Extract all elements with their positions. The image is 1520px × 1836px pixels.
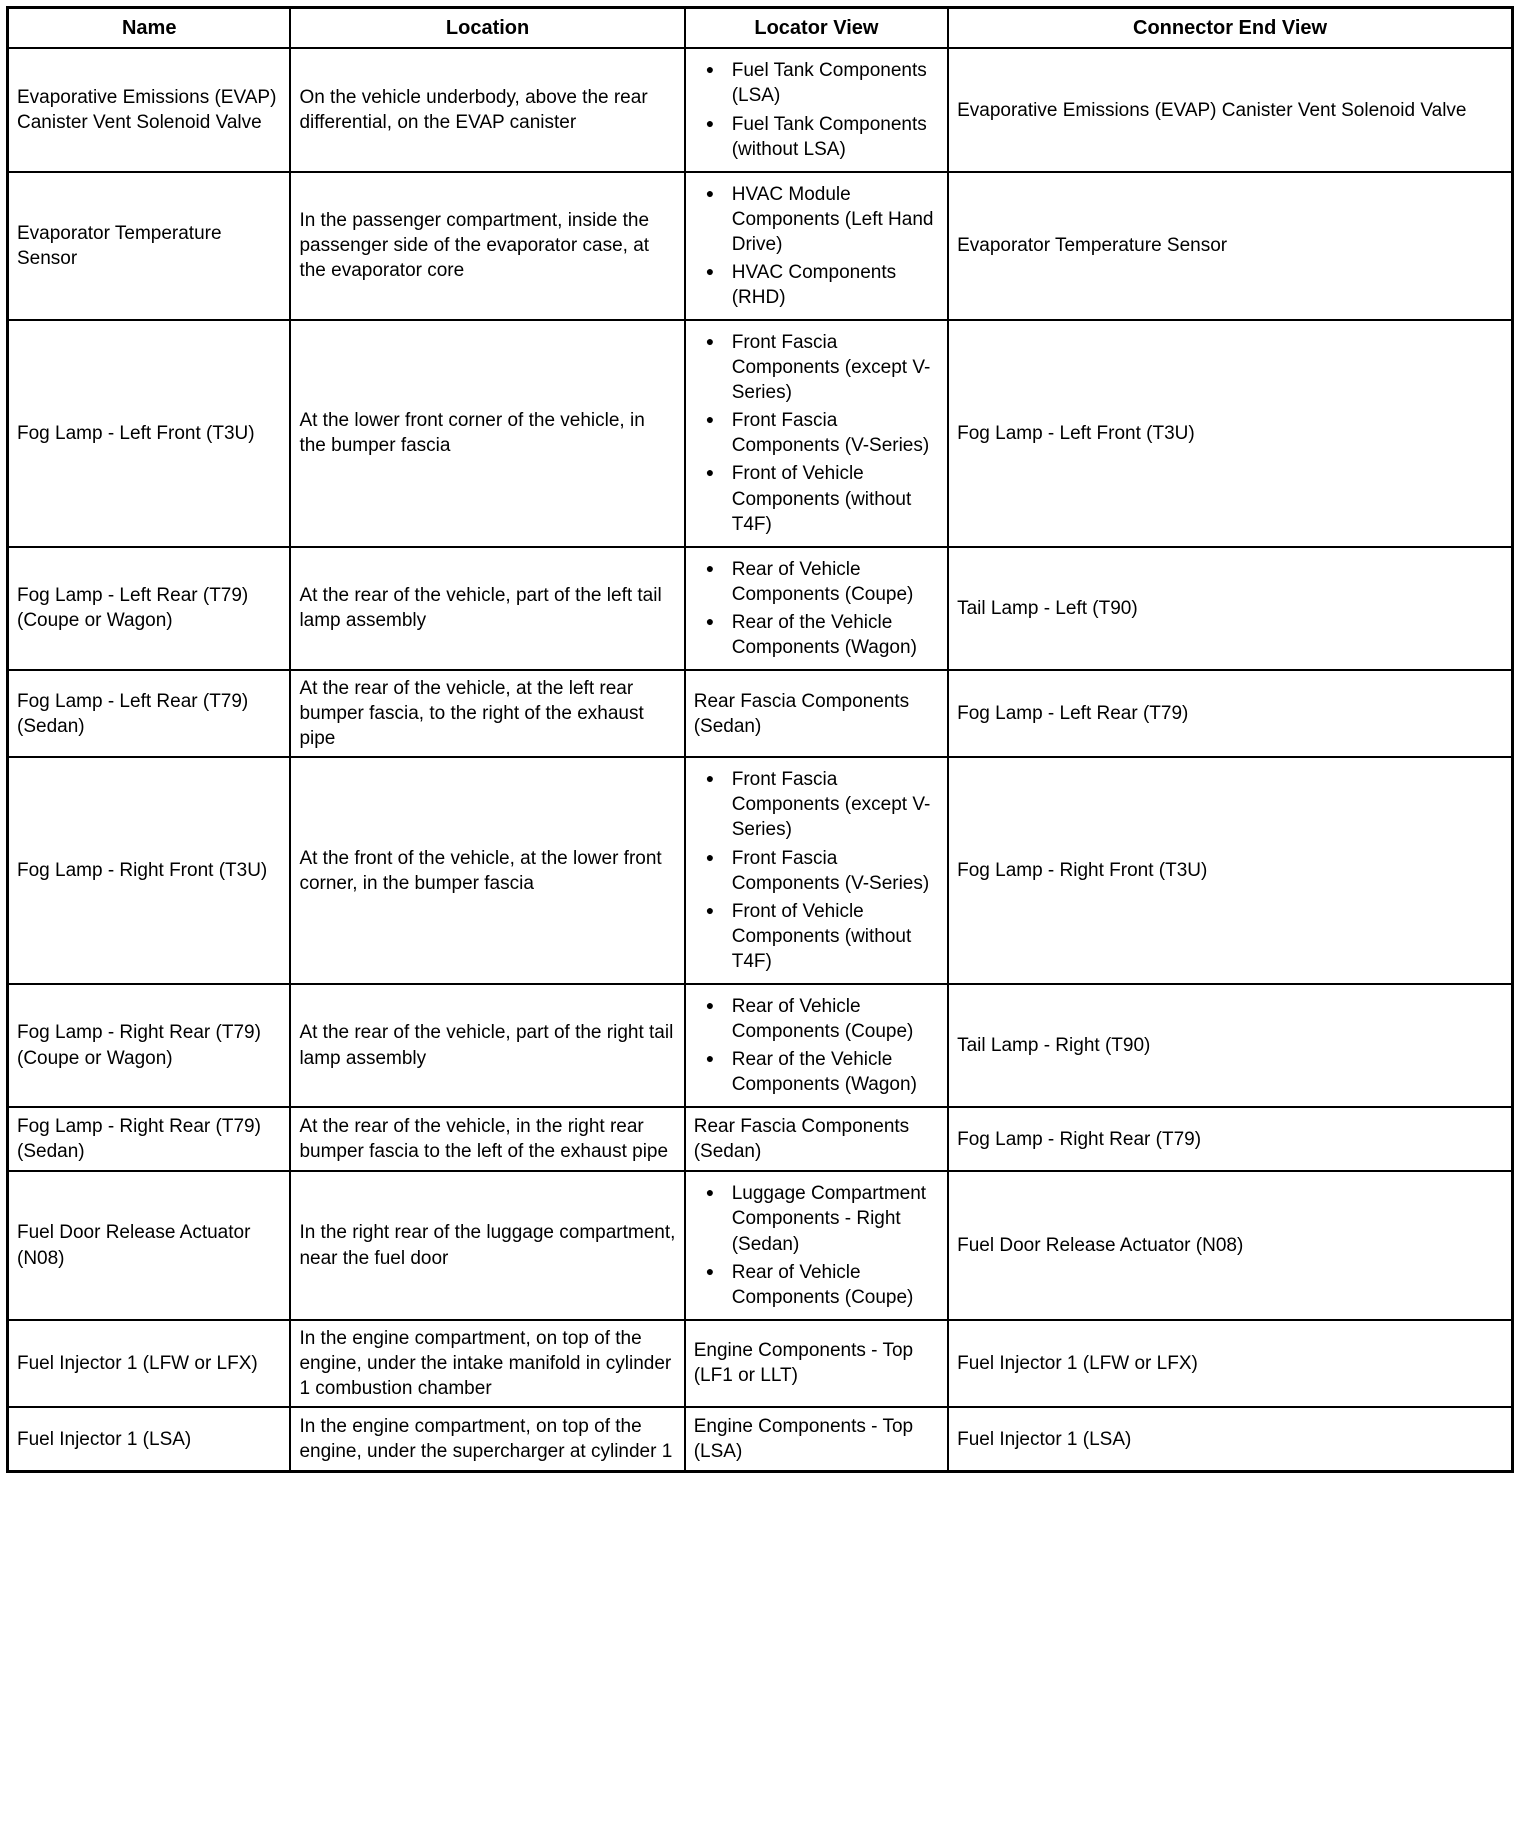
name-cell: Fog Lamp - Right Rear (T79) (Coupe or Wagon)	[8, 984, 291, 1107]
connector-end-view-cell: Fuel Door Release Actuator (N08)	[948, 1171, 1512, 1319]
locator-view-cell: Rear Fascia Components (Sedan)	[685, 1107, 948, 1171]
connector-end-view-cell: Fog Lamp - Left Front (T3U)	[948, 320, 1512, 547]
name-cell: Fog Lamp - Left Front (T3U)	[8, 320, 291, 547]
column-header-location: Location	[290, 8, 684, 49]
locator-view-item: ● Front Fascia Components (except V-Series)	[732, 330, 941, 405]
location-cell: At the lower front corner of the vehicle, in the bumper fascia	[290, 320, 684, 547]
location-cell: At the rear of the vehicle, in the right rear bumper fascia to the left of the exhaust pipe	[290, 1107, 684, 1171]
locator-view-item: ● Rear of Vehicle Components (Coupe)	[732, 1260, 941, 1310]
name-cell: Evaporative Emissions (EVAP) Canister Vent Solenoid Valve	[8, 48, 291, 171]
name-cell: Fog Lamp - Right Front (T3U)	[8, 757, 291, 984]
column-header-connector-end-view: Connector End View	[948, 8, 1512, 49]
locator-view-item: ● Fuel Tank Components (LSA)	[732, 58, 941, 108]
table-row	[8, 670, 1513, 757]
connector-end-view-cell: Fog Lamp - Left Rear (T79)	[948, 670, 1512, 757]
locator-view-cell: Rear Fascia Components (Sedan)	[685, 670, 948, 757]
locator-view-list	[694, 994, 941, 1097]
locator-view-cell	[685, 547, 948, 670]
table-row	[8, 172, 1513, 320]
connector-end-view-cell: Tail Lamp - Right (T90)	[948, 984, 1512, 1107]
connector-end-view-cell: Evaporator Temperature Sensor	[948, 172, 1512, 320]
table-header	[8, 8, 1513, 49]
locator-view-list	[694, 1181, 941, 1309]
locator-view-list	[694, 182, 941, 310]
locator-view-item: ● Rear of Vehicle Components (Coupe)	[732, 994, 941, 1044]
locator-view-cell	[685, 320, 948, 547]
location-cell: In the passenger compartment, inside the passenger side of the evaporator case, at the evaporator core	[290, 172, 684, 320]
locator-view-item: ● Front of Vehicle Components (without T4F)	[732, 899, 941, 974]
connector-end-view-cell: Fuel Injector 1 (LSA)	[948, 1407, 1512, 1472]
header-row	[8, 8, 1513, 49]
locator-view-item: ● Front Fascia Components (V-Series)	[732, 846, 941, 896]
locator-view-item: ● Front Fascia Components (except V-Series)	[732, 767, 941, 842]
connector-end-view-cell: Evaporative Emissions (EVAP) Canister Vent Solenoid Valve	[948, 48, 1512, 171]
table-row	[8, 1407, 1513, 1472]
locator-view-list	[694, 767, 941, 974]
connector-end-view-cell: Fuel Injector 1 (LFW or LFX)	[948, 1320, 1512, 1407]
connector-end-view-cell: Fog Lamp - Right Front (T3U)	[948, 757, 1512, 984]
table-row	[8, 1171, 1513, 1319]
locator-view-cell	[685, 1171, 948, 1319]
locator-view-item: ● Front of Vehicle Components (without T4F)	[732, 461, 941, 536]
table-row	[8, 320, 1513, 547]
connector-end-view-cell: Fog Lamp - Right Rear (T79)	[948, 1107, 1512, 1171]
locator-view-item: ● HVAC Components (RHD)	[732, 260, 941, 310]
location-cell: In the engine compartment, on top of the engine, under the intake manifold in cylinder 1 combustion chamber	[290, 1320, 684, 1407]
name-cell: Fog Lamp - Left Rear (T79) (Sedan)	[8, 670, 291, 757]
name-cell: Fuel Door Release Actuator (N08)	[8, 1171, 291, 1319]
location-cell: In the engine compartment, on top of the engine, under the supercharger at cylinder 1	[290, 1407, 684, 1472]
name-cell: Fog Lamp - Right Rear (T79) (Sedan)	[8, 1107, 291, 1171]
name-cell: Evaporator Temperature Sensor	[8, 172, 291, 320]
table-row	[8, 48, 1513, 171]
table-row	[8, 1320, 1513, 1407]
connector-views-table	[6, 6, 1514, 1473]
locator-view-item: ● Luggage Compartment Components - Right (Sedan)	[732, 1181, 941, 1256]
name-cell: Fuel Injector 1 (LFW or LFX)	[8, 1320, 291, 1407]
table-row	[8, 1107, 1513, 1171]
location-cell: On the vehicle underbody, above the rear differential, on the EVAP canister	[290, 48, 684, 171]
name-cell: Fuel Injector 1 (LSA)	[8, 1407, 291, 1472]
table-row	[8, 757, 1513, 984]
locator-view-list	[694, 58, 941, 161]
locator-view-cell: Engine Components - Top (LSA)	[685, 1407, 948, 1472]
locator-view-item: ● Front Fascia Components (V-Series)	[732, 408, 941, 458]
location-cell: In the right rear of the luggage compartment, near the fuel door	[290, 1171, 684, 1319]
connector-end-view-cell: Tail Lamp - Left (T90)	[948, 547, 1512, 670]
locator-view-item: ● Rear of Vehicle Components (Coupe)	[732, 557, 941, 607]
locator-view-item: ● Rear of the Vehicle Components (Wagon)	[732, 610, 941, 660]
locator-view-item: ● Fuel Tank Components (without LSA)	[732, 112, 941, 162]
locator-view-cell: Engine Components - Top (LF1 or LLT)	[685, 1320, 948, 1407]
locator-view-cell	[685, 757, 948, 984]
locator-view-cell	[685, 984, 948, 1107]
column-header-locator-view: Locator View	[685, 8, 948, 49]
table-body	[8, 48, 1513, 1471]
locator-view-cell	[685, 172, 948, 320]
location-cell: At the rear of the vehicle, at the left rear bumper fascia, to the right of the exhaust pipe	[290, 670, 684, 757]
location-cell: At the front of the vehicle, at the lower front corner, in the bumper fascia	[290, 757, 684, 984]
locator-view-item: ● Rear of the Vehicle Components (Wagon)	[732, 1047, 941, 1097]
table-row	[8, 547, 1513, 670]
name-cell: Fog Lamp - Left Rear (T79) (Coupe or Wagon)	[8, 547, 291, 670]
table-row	[8, 984, 1513, 1107]
locator-view-cell	[685, 48, 948, 171]
location-cell: At the rear of the vehicle, part of the right tail lamp assembly	[290, 984, 684, 1107]
column-header-name: Name	[8, 8, 291, 49]
location-cell: At the rear of the vehicle, part of the left tail lamp assembly	[290, 547, 684, 670]
locator-view-list	[694, 330, 941, 537]
locator-view-item: ● HVAC Module Components (Left Hand Drive)	[732, 182, 941, 257]
locator-view-list	[694, 557, 941, 660]
